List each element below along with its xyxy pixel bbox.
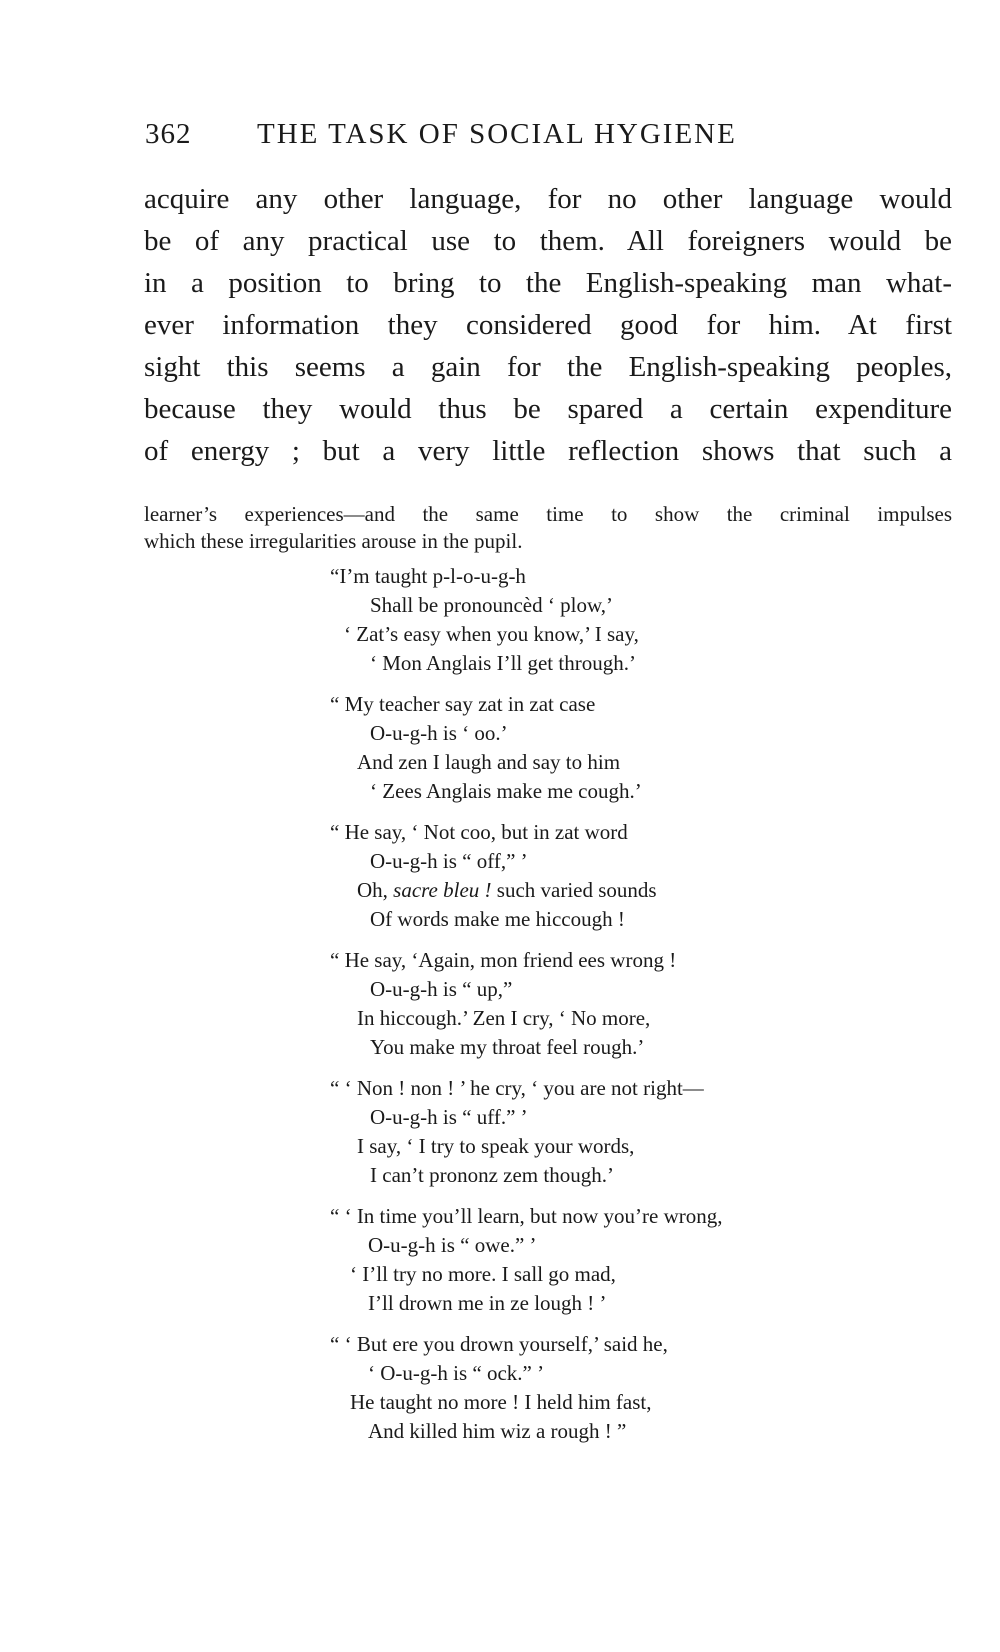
poem-line: I can’t prononz zem though.’ (370, 1163, 614, 1187)
page-number: 362 (145, 118, 192, 150)
body-line: be of any practical use to them. All foreigners would be (144, 225, 952, 257)
poem-line: You make my throat feel rough.’ (370, 1035, 645, 1059)
body-line: acquire any other language, for no other language would (144, 183, 952, 215)
poem-line (330, 876, 950, 905)
running-title: THE TASK OF SOCIAL HYGIENE (257, 118, 737, 150)
poem-line: Shall be pronouncèd ‘ plow,’ (370, 593, 613, 617)
poem-line: ‘ Mon Anglais I’ll get through.’ (370, 651, 636, 675)
poem-line: “ My teacher say zat in zat case (330, 692, 596, 716)
body-line: of energy ; but a very little reflection shows that such a (144, 435, 952, 467)
poem-stanza-1 (330, 562, 950, 678)
poem-line: Of words make me hiccough ! (370, 907, 625, 931)
running-head (145, 118, 945, 158)
poem-line: I say, ‘ I try to speak your words, (357, 1134, 635, 1158)
poem-stanza-2 (330, 690, 950, 806)
poem-line: O-u-g-h is ‘ oo.’ (370, 721, 508, 745)
poem-line: “ ‘ Non ! non ! ’ he cry, ‘ you are not right— (330, 1076, 704, 1100)
poem-line: “ ‘ In time you’ll learn, but now you’re wrong, (330, 1204, 723, 1228)
body-paragraph (144, 178, 952, 472)
poem-line: And zen I laugh and say to him (357, 750, 621, 774)
poem-stanza-4 (330, 946, 950, 1062)
poem-line: O-u-g-h is “ off,” ’ (370, 849, 528, 873)
poem-line: “I’m taught p-l-o-u-g-h (330, 564, 526, 588)
poem-line-text: Oh, (357, 878, 394, 902)
poem-line: And killed him wiz a rough ! ” (368, 1419, 627, 1443)
poem-line: O-u-g-h is “ owe.” ’ (368, 1233, 537, 1257)
poem-line: “ He say, ‘Again, mon friend ees wrong ! (330, 948, 677, 972)
poem-line: O-u-g-h is “ uff.” ’ (370, 1105, 528, 1129)
poem-line: He taught no more ! I held him fast, (350, 1390, 652, 1414)
poem-stanza-5 (330, 1074, 950, 1190)
body-line: because they would thus be spared a certain expenditure (144, 393, 952, 425)
poem-line: ‘ I’ll try no more. I sall go mad, (350, 1262, 616, 1286)
footnote (144, 501, 952, 555)
body-line: ever information they considered good for him. At first (144, 309, 952, 341)
poem-stanza-3 (330, 818, 950, 934)
poem-line: I’ll drown me in ze lough ! ’ (368, 1291, 607, 1315)
poem-line: “ He say, ‘ Not coo, but in zat word (330, 820, 628, 844)
body-line: in a position to bring to the English-speaking man what- (144, 267, 952, 299)
poem-line: O-u-g-h is “ up,” (370, 977, 513, 1001)
poem-line: “ ‘ But ere you drown yourself,’ said he, (330, 1332, 668, 1356)
poem-line-text: such varied sounds (491, 878, 657, 902)
poem-italic-phrase: sacre bleu ! (393, 878, 492, 902)
poem (330, 562, 950, 1458)
body-line: sight this seems a gain for the English-speaking peoples, (144, 351, 952, 383)
poem-line: In hiccough.’ Zen I cry, ‘ No more, (357, 1006, 651, 1030)
poem-stanza-7 (330, 1330, 950, 1446)
poem-line: ‘ O-u-g-h is “ ock.” ’ (368, 1361, 545, 1385)
footnote-line: which these irregularities arouse in the pupil. (144, 529, 523, 553)
poem-line: ‘ Zees Anglais make me cough.’ (370, 779, 642, 803)
poem-line: ‘ Zat’s easy when you know,’ I say, (344, 622, 639, 646)
footnote-line: learner’s experiences—and the same time to show the criminal impulses (144, 502, 952, 526)
poem-stanza-6 (330, 1202, 950, 1318)
